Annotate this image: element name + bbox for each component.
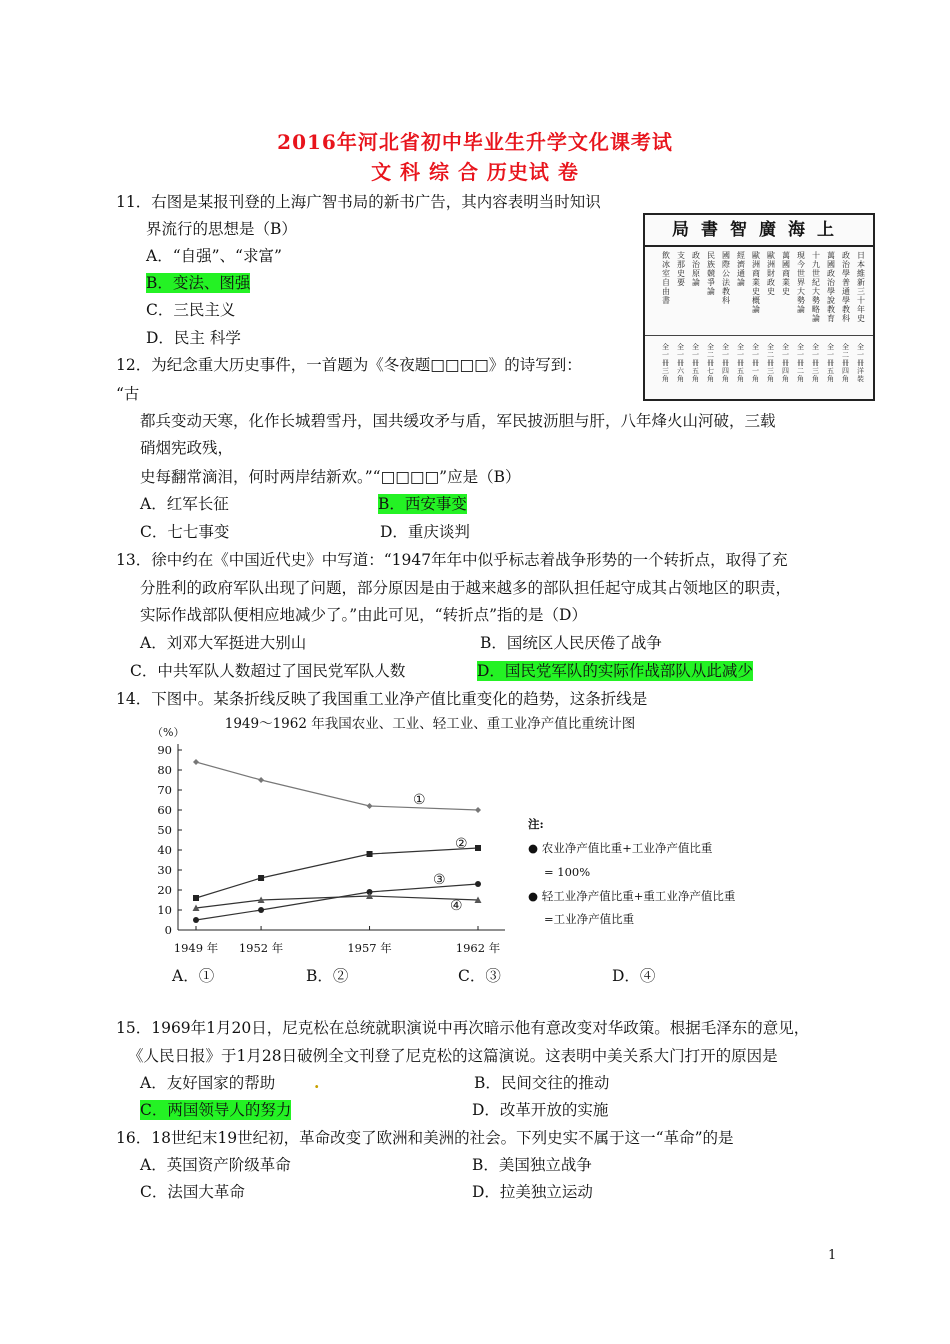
series-line-3 <box>196 884 478 920</box>
q12-stem: 12．为纪念重大历史事件，一首题为《冬夜题□□□□》的诗写到： <box>116 356 582 374</box>
ad-book-title: 政治學普通學教科 <box>842 251 850 323</box>
q11-stem: 11．右图是某报刊登的上海广智书局的新书广告，其内容表明当时知识 <box>116 193 601 211</box>
y-axis-label: （%） <box>152 726 185 739</box>
x-tick-label: 1962 年 <box>455 941 501 955</box>
q16-option-c: C．法国大革命 <box>140 1183 245 1201</box>
q15-option-c: C．两国领导人的努力 <box>140 1101 292 1119</box>
y-tick-label: 60 <box>157 803 172 817</box>
q12-stem-5: 史每翻常滴泪，何时两岸结新欢。”“□□□□”应是（B） <box>140 468 521 486</box>
ad-book-price: 全二冊七角 <box>707 343 714 383</box>
series-line-1 <box>196 762 478 810</box>
ad-book-price: 全一冊三角 <box>662 343 669 383</box>
y-tick-label: 70 <box>157 783 172 797</box>
q15-stem-2: 《人民日报》于1月28日破例全文刊登了尼克松的这篇演说。这表明中美关系大门打开的原因是 <box>128 1047 778 1065</box>
ad-book-price: 全二冊四角 <box>842 343 849 383</box>
data-point-series-3 <box>258 907 264 913</box>
ad-book-title: 歐洲財政史 <box>767 251 775 296</box>
q12-option-c: C．七七事变 <box>140 523 230 541</box>
x-tick-label: 1952 年 <box>238 941 284 955</box>
data-point-series-2 <box>475 845 481 851</box>
series-line-4 <box>196 896 478 908</box>
q16-option-b: B．美国独立战争 <box>472 1156 592 1174</box>
q16-stem: 16．18世纪末19世纪初，革命改变了欧洲和美洲的社会。下列史实不属于这一“革命”的是 <box>116 1129 734 1147</box>
ad-book-price: 全一冊一角 <box>752 343 759 383</box>
q13-option-b: B．国统区人民厌倦了战争 <box>480 634 662 652</box>
ad-book-price: 全一冊五角 <box>692 343 699 383</box>
chart-title: 1949～1962 年我国农业、工业、轻工业、重工业净产值比重统计图 <box>224 716 636 732</box>
ad-book-title: 支那史要 <box>677 251 685 287</box>
note-line-4: =工业净产值比重 <box>544 912 635 926</box>
q14-option-b: B．② <box>306 967 349 985</box>
y-tick-label: 50 <box>157 823 172 837</box>
q15-stem: 15．1969年1月20日，尼克松在总统就职演说中再次暗示他有意改变对华政策。根据毛泽东的意见， <box>116 1019 810 1037</box>
ad-book-price: 全一冊五角 <box>827 343 834 383</box>
q16-option-a: A．英国资产阶级革命 <box>140 1156 291 1174</box>
data-point-series-1 <box>475 807 481 813</box>
y-tick-label: 80 <box>157 763 172 777</box>
q13-option-a: A．刘邓大军挺进大别山 <box>140 634 307 652</box>
data-point-series-1 <box>193 759 199 765</box>
q14-option-c: C．③ <box>458 967 501 985</box>
q11-option-c: C．三民主义 <box>146 301 236 319</box>
q14-option-d: D．④ <box>612 967 656 985</box>
q15-option-b: B．民间交往的推动 <box>474 1074 610 1092</box>
q12-option-a: A．红军长征 <box>140 495 229 513</box>
note-line-1: ● 农业净产值比重+工业净产值比重 <box>528 841 713 855</box>
ad-book-price: 全二冊三角 <box>767 343 774 383</box>
ad-book-title: 歐洲商業史概論 <box>752 251 760 314</box>
ad-book-price: 全一冊四角 <box>782 343 789 383</box>
ad-book-title: 萬國政治學說教育 <box>827 251 835 323</box>
ad-book-title: 政治原論 <box>692 251 700 287</box>
exam-subtitle: 文 科 综 合 历史试 卷 <box>371 160 579 184</box>
data-point-series-1 <box>258 777 264 783</box>
ad-book-title: 經濟通論 <box>737 251 745 287</box>
y-tick-label: 20 <box>157 883 172 897</box>
y-tick-label: 0 <box>164 923 172 937</box>
data-point-series-2 <box>258 875 264 881</box>
data-point-series-2 <box>367 851 373 857</box>
q13-option-c: C．中共军队人数超过了国民党军队人数 <box>130 662 406 680</box>
x-tick-label: 1957 年 <box>347 941 392 955</box>
exam-title: 2016年河北省初中毕业生升学文化课考试 <box>277 130 673 154</box>
q12-option-b: B．西安事变 <box>378 495 467 513</box>
series-label-3: ③ <box>433 872 446 888</box>
q12-stem-4: 硝烟宪政残， <box>140 439 234 457</box>
ad-heading: 局書智廣海上 <box>645 215 873 247</box>
ad-book-price: 全一冊洋裝 <box>857 343 864 383</box>
bookstore-ad-image <box>643 213 875 401</box>
ad-book-price: 全一冊五角 <box>737 343 744 383</box>
y-tick-label: 90 <box>157 743 172 757</box>
series-label-4: ④ <box>450 898 463 914</box>
data-point-series-3 <box>193 917 199 923</box>
ad-book-title: 萬國商業史 <box>782 251 790 296</box>
series-label-1: ① <box>413 792 426 808</box>
q12-stem-2: “古 <box>116 385 140 403</box>
q15-option-a: A．友好国家的帮助 <box>140 1074 276 1092</box>
y-tick-label: 10 <box>157 903 172 917</box>
y-tick-label: 30 <box>157 863 172 877</box>
q14-stem: 14．下图中。某条折线反映了我国重工业净产值比重变化的趋势，这条折线是 <box>116 690 648 708</box>
q16-option-d: D．拉美独立运动 <box>472 1183 593 1201</box>
ad-book-title: 國際公法教科 <box>722 251 730 305</box>
q12-stem-3: 都兵变动天寒，化作长城碧雪丹，国共缓攻矛与盾，军民披沥胆与肝，八年烽火山河破，三载 <box>140 412 776 430</box>
note-line-2: = 100% <box>544 865 591 879</box>
ad-book-title: 現今世界大勢論 <box>797 251 805 314</box>
q13-stem-2: 分胜利的政府军队出现了问题，部分原因是由于越来越多的部队担任起守成其占领地区的职责， <box>140 579 792 597</box>
ad-book-title: 日本維新三十年史 <box>857 251 865 323</box>
ad-book-price: 全一冊二角 <box>797 343 804 383</box>
q12-option-d: D．重庆谈判 <box>380 523 470 541</box>
x-tick-label: 1949 年 <box>173 941 219 955</box>
page-number: 1 <box>828 1248 837 1263</box>
series-label-2: ② <box>455 836 468 852</box>
data-point-series-1 <box>367 803 373 809</box>
q11-option-b: B．变法、图强 <box>146 274 251 292</box>
ad-book-price: 全一冊三角 <box>812 343 819 383</box>
y-tick-label: 40 <box>157 843 172 857</box>
ad-book-price: 全一冊六角 <box>677 343 684 383</box>
q11-option-d: D．民主 科学 <box>146 329 241 347</box>
ad-book-price: 全一冊四角 <box>722 343 729 383</box>
data-point-series-2 <box>193 895 199 901</box>
q13-stem: 13．徐中约在《中国近代史》中写道：“1947年年中似乎标志着战争形势的一个转折点，取得了充 <box>116 551 788 569</box>
line-chart <box>130 706 770 996</box>
ad-book-title: 飲冰室自由書 <box>662 251 670 305</box>
q15-dot: . <box>314 1073 320 1092</box>
q11-stem-cont: 界流行的思想是（B） <box>146 220 297 238</box>
note-line-3: ● 轻工业净产值比重+重工业净产值比重 <box>528 889 736 903</box>
data-point-series-3 <box>475 881 481 887</box>
note-title: 注: <box>528 817 544 831</box>
ad-book-title: 十九世紀大勢略論 <box>812 251 820 323</box>
q13-stem-3: 实际作战部队便相应地减少了。”由此可见，“转折点”指的是（D） <box>140 606 587 624</box>
q13-option-d: D．国民党军队的实际作战部队从此减少 <box>477 662 753 680</box>
q11-option-a: A．“自强”、“求富” <box>146 247 282 265</box>
ad-book-title: 民族競爭論 <box>707 251 715 296</box>
q15-option-d: D．改革开放的实施 <box>472 1101 609 1119</box>
q14-option-a: A．① <box>172 967 215 985</box>
